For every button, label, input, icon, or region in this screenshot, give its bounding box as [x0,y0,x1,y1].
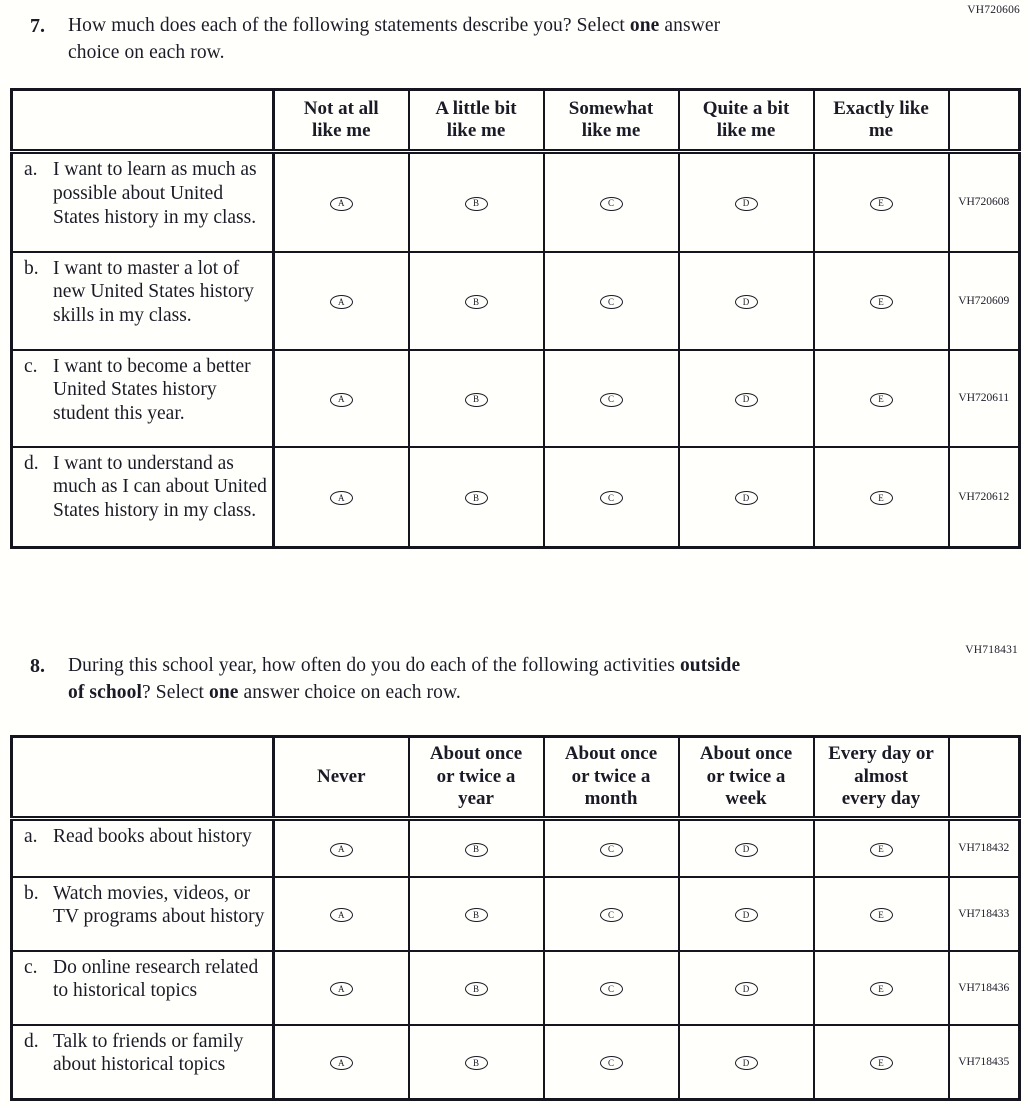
q8-text-bold-outside: outside [679,655,741,676]
row-accession-code: VH718436 [949,951,1020,1025]
q8-text-bold-of-school: of school [68,681,143,703]
answer-cell [679,152,814,252]
question-7 [30,13,910,67]
question-8-text [68,653,740,707]
row-text: Talk to friends or family about historical topics [53,1030,244,1076]
row-letter: c. [24,355,38,377]
q7-header-a-little-bit: A little bit like me [409,90,544,152]
answer-cell [814,819,949,877]
row-letter: a. [24,159,38,180]
q7-response-table [10,88,1021,549]
q8-text-bold-one: one [208,681,239,703]
answer-cell [409,877,544,951]
answer-cell [274,152,409,252]
statement-cell [12,152,274,252]
answer-cell [679,877,814,951]
row-text: I want to master a lot of new United States history skills in my class. [53,257,254,327]
q8-header-once-year: About once or twice a year [409,737,544,819]
row-accession-code: VH720611 [949,350,1020,447]
answer-cell [544,447,679,548]
bubble-b[interactable]: B [465,197,488,211]
q7-header-code-col [949,90,1020,152]
q8-text-seg1: During this school year, how often do you do each of the following activities [68,655,680,676]
row-letter: d. [24,452,39,474]
row-text: Watch movies, videos, or TV programs about history [53,882,265,928]
question-7-text [68,13,720,67]
row-letter: b. [24,882,39,904]
answer-cell [409,152,544,252]
answer-cell [409,252,544,350]
answer-cell [409,819,544,877]
bubble-e[interactable]: E [870,197,893,211]
table-row [12,447,1020,548]
row-accession-code: VH720609 [949,252,1020,350]
bubble-e[interactable]: E [870,393,893,407]
bubble-a[interactable]: A [330,1056,353,1070]
q7-header-empty [12,90,274,152]
q7-text-line2: choice on each row. [68,41,225,63]
row-text: I want to become a better United States history student this year. [53,355,251,425]
bubble-d[interactable]: D [735,982,758,996]
answer-cell [274,447,409,548]
bubble-c[interactable]: C [600,843,623,857]
answer-cell [814,152,949,252]
answer-cell [814,951,949,1025]
answer-cell [814,350,949,447]
statement-cell [12,350,274,447]
bubble-e[interactable]: E [870,843,893,857]
q7-header-quite-a-bit: Quite a bit like me [679,90,814,152]
answer-cell [544,1025,679,1100]
bubble-c[interactable]: C [600,982,623,996]
row-text: Do online research related to historical topics [53,956,259,1002]
bubble-b[interactable]: B [465,843,488,857]
answer-cell [679,350,814,447]
answer-cell [814,1025,949,1100]
bubble-c[interactable]: C [600,908,623,922]
bubble-e[interactable]: E [870,295,893,309]
answer-cell [274,1025,409,1100]
question-8 [30,653,930,707]
statement-cell [12,877,274,951]
q8-header-never: Never [274,737,409,819]
q7-header-not-at-all: Not at all like me [274,90,409,152]
bubble-e[interactable]: E [870,1056,893,1070]
bubble-d[interactable]: D [735,295,758,309]
row-text: I want to understand as much as I can about United States history in my class. [53,452,267,522]
answer-cell [274,819,409,877]
answer-cell [544,819,679,877]
row-letter: a. [24,826,38,847]
q8-response-table [10,735,1021,1101]
row-accession-code: VH720612 [949,447,1020,548]
row-accession-code: VH718433 [949,877,1020,951]
statement-cell [12,819,274,877]
bubble-a[interactable]: A [330,908,353,922]
bubble-b[interactable]: B [465,982,488,996]
table-row [12,819,1020,877]
statement-cell [12,951,274,1025]
row-accession-code: VH720608 [949,152,1020,252]
bubble-e[interactable]: E [870,908,893,922]
answer-cell [544,252,679,350]
table-row [12,1025,1020,1100]
q7-accession-code: VH720606 [967,4,1020,16]
bubble-b[interactable]: B [465,295,488,309]
q8-header-empty [12,737,274,819]
q8-header-once-month: About once or twice a month [544,737,679,819]
answer-cell [409,447,544,548]
q8-header-every-day: Every day or almost every day [814,737,949,819]
q7-text-bold-one: one [629,15,660,36]
bubble-a[interactable]: A [330,982,353,996]
answer-cell [544,877,679,951]
bubble-b[interactable]: B [465,491,488,505]
table-row [12,877,1020,951]
answer-cell [814,252,949,350]
table-row [12,951,1020,1025]
bubble-d[interactable]: D [735,1056,758,1070]
answer-cell [409,1025,544,1100]
answer-cell [679,1025,814,1100]
answer-cell [409,350,544,447]
table-row [12,152,1020,252]
row-text: I want to learn as much as possible about United States history in my class. [53,159,257,228]
bubble-a[interactable]: A [330,843,353,857]
bubble-a[interactable]: A [330,197,353,211]
bubble-d[interactable]: D [735,843,758,857]
bubble-d[interactable]: D [735,908,758,922]
q8-header-row [12,737,1020,819]
bubble-c[interactable]: C [600,197,623,211]
row-accession-code: VH718435 [949,1025,1020,1100]
question-8-number: 8. [30,655,45,677]
bubble-c[interactable]: C [600,1056,623,1070]
bubble-b[interactable]: B [465,393,488,407]
answer-cell [679,447,814,548]
answer-cell [679,951,814,1025]
q7-header-row [12,90,1020,152]
row-text: Read books about history [53,826,252,847]
table-row [12,350,1020,447]
q8-header-code-col [949,737,1020,819]
q8-text-seg2: ? Select [142,681,209,703]
row-letter: c. [24,956,38,978]
statement-cell [12,1025,274,1100]
question-7-number: 7. [30,15,45,37]
q8-text-seg3: answer choice on each row. [238,681,461,703]
bubble-a[interactable]: A [330,491,353,505]
q8-header-once-week: About once or twice a week [679,737,814,819]
answer-cell [679,819,814,877]
answer-cell [274,877,409,951]
table-row [12,252,1020,350]
answer-cell [544,951,679,1025]
bubble-c[interactable]: C [600,491,623,505]
answer-cell [544,152,679,252]
bubble-a[interactable]: A [330,393,353,407]
q8-accession-code: VH718431 [965,644,1018,656]
row-letter: d. [24,1030,39,1052]
bubble-e[interactable]: E [870,491,893,505]
bubble-b[interactable]: B [465,1056,488,1070]
answer-cell [814,447,949,548]
answer-cell [274,951,409,1025]
q7-text-seg1: How much does each of the following statements describe you? Select [68,15,630,36]
row-letter: b. [24,257,39,279]
answer-cell [814,877,949,951]
answer-cell [544,350,679,447]
row-accession-code: VH718432 [949,819,1020,877]
q7-text-seg2: answer [659,15,721,36]
bubble-c[interactable]: C [600,295,623,309]
bubble-c[interactable]: C [600,393,623,407]
statement-cell [12,447,274,548]
bubble-d[interactable]: D [735,197,758,211]
bubble-e[interactable]: E [870,982,893,996]
answer-cell [409,951,544,1025]
bubble-b[interactable]: B [465,908,488,922]
answer-cell [274,252,409,350]
bubble-d[interactable]: D [735,491,758,505]
bubble-d[interactable]: D [735,393,758,407]
statement-cell [12,252,274,350]
bubble-a[interactable]: A [330,295,353,309]
answer-cell [274,350,409,447]
answer-cell [679,252,814,350]
q7-header-exactly-like: Exactly like me [814,90,949,152]
q7-header-somewhat: Somewhat like me [544,90,679,152]
